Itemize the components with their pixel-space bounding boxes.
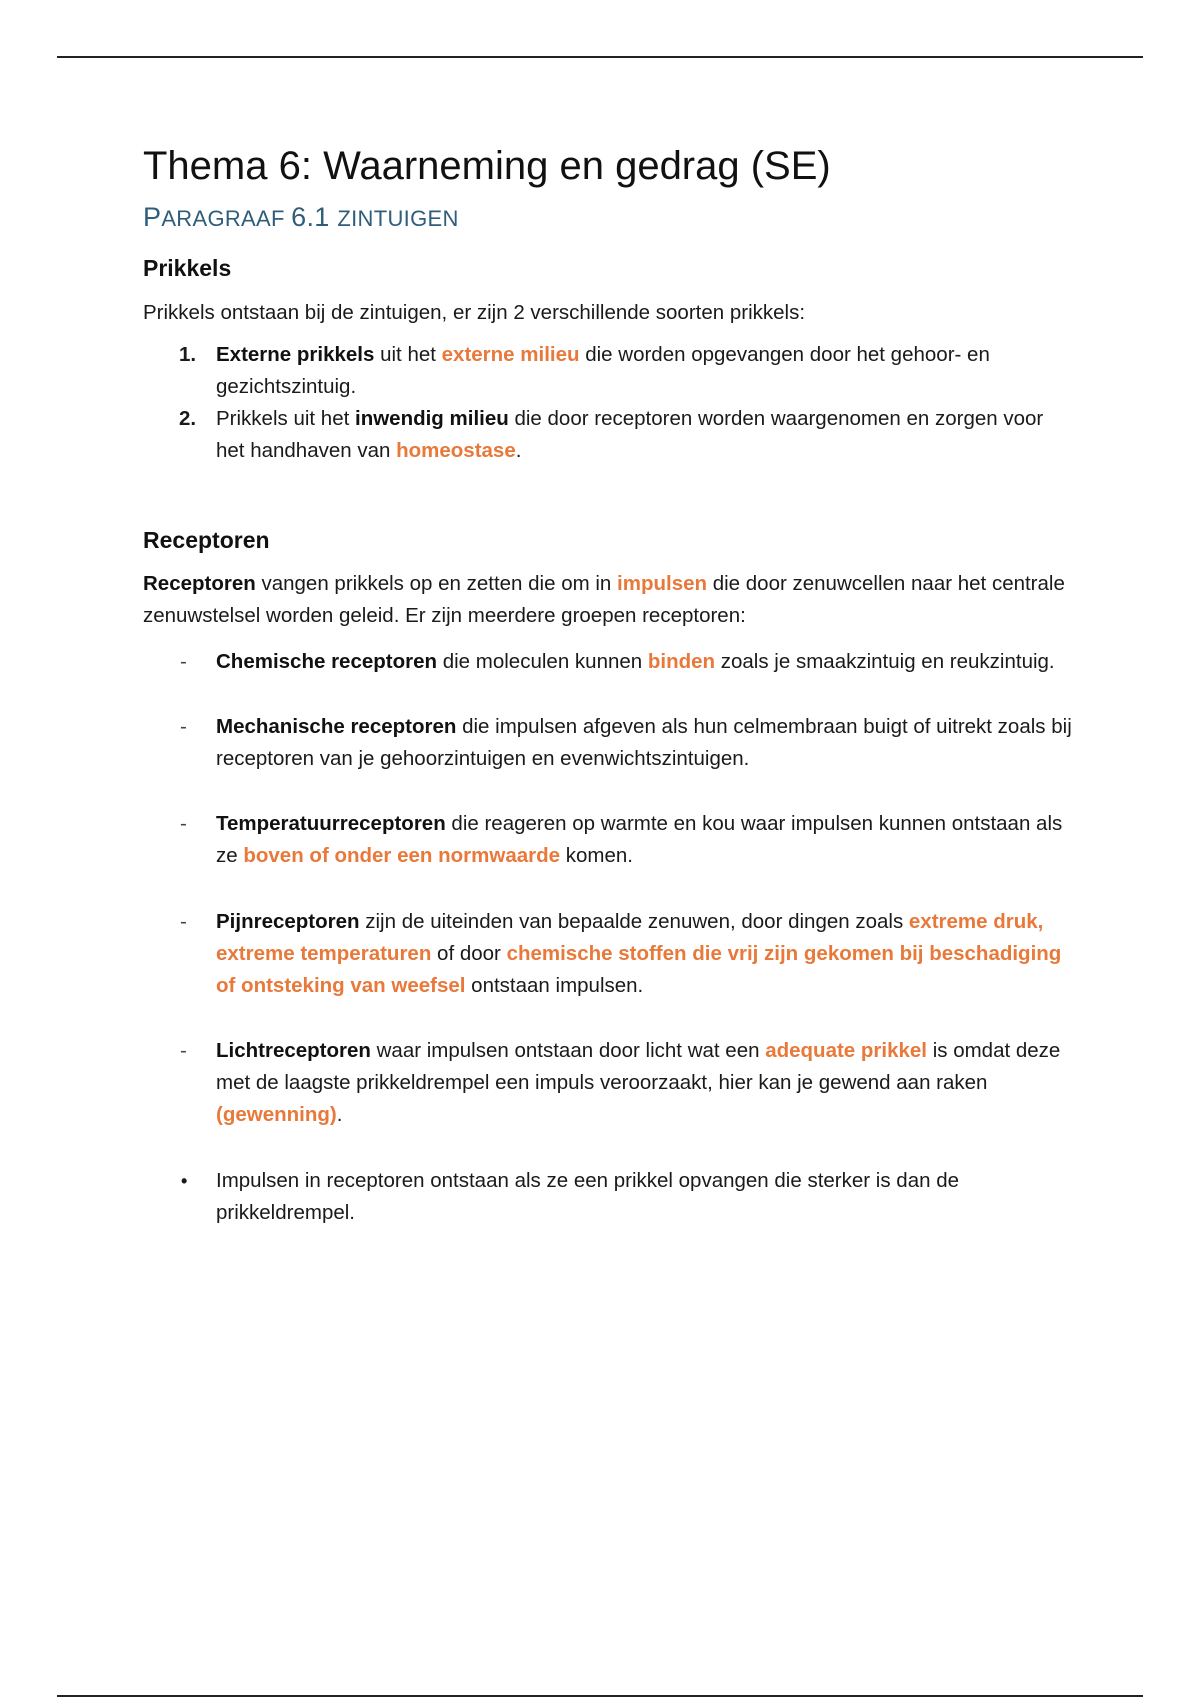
heading-prikkels: Prikkels [143, 255, 232, 281]
list-item: - Pijnreceptoren zijn de uiteinden van bepaalde zenuwen, door dingen zoals extreme druk, extreme temperaturen of door chemische stoffen die vrij zijn gekomen bij beschadiging of ontsteking van weefsel ontstaan impulsen. [180, 910, 1062, 997]
bottom-rule [57, 1695, 1143, 1697]
list-item: - Chemische receptoren die moleculen kunnen binden zoals je smaakzintuig en reukzintuig. [180, 650, 1055, 673]
content [143, 140, 1073, 1229]
list-item: - Mechanische receptoren die impulsen afgeven als hun celmembraan buigt of uitrekt zoals bij receptoren van je gehoorzintuigen en evenwichtszintuigen. [180, 715, 1072, 770]
heading-receptoren: Receptoren [143, 527, 270, 553]
prikkels-intro: Prikkels ontstaan bij de zintuigen, er zijn 2 verschillende soorten prikkels: [143, 301, 806, 324]
list-item: • Impulsen in receptoren ontstaan als ze een prikkel opvangen die sterker is dan de prikkeldrempel. [181, 1169, 960, 1224]
receptoren-intro: Receptoren vangen prikkels op en zetten die om in impulsen die door zenuwcellen naar het centrale zenuwstelsel worden geleid. Er zijn meerdere groepen receptoren: [143, 572, 1065, 627]
list-item: - Temperatuurreceptoren die reageren op warmte en kou waar impulsen kunnen ontstaan als ze boven of onder een normwaarde komen. [180, 812, 1063, 867]
paragraph-subtitle: PARAGRAAF 6.1 ZINTUIGEN [143, 202, 459, 232]
list-item: - Lichtreceptoren waar impulsen ontstaan door licht wat een adequate prikkel is omdat deze met de laagste prikkeldrempel een impuls veroorzaakt, hier kan je gewend aan raken (gewenning). [180, 1039, 1061, 1126]
list-item: 1. Externe prikkels uit het externe milieu die worden opgevangen door het gehoor- en gezichtszintuig. [179, 343, 990, 398]
receptoren-list [143, 646, 1073, 1131]
top-rule [57, 56, 1143, 58]
page-title: Thema 6: Waarneming en gedrag (SE) [143, 144, 831, 188]
list-item: 2. Prikkels uit het inwendig milieu die door receptoren worden waargenomen en zorgen voor het handhaven van homeostase. [179, 407, 1044, 462]
impulsen-note [143, 1165, 1073, 1229]
prikkels-list [143, 339, 1073, 467]
